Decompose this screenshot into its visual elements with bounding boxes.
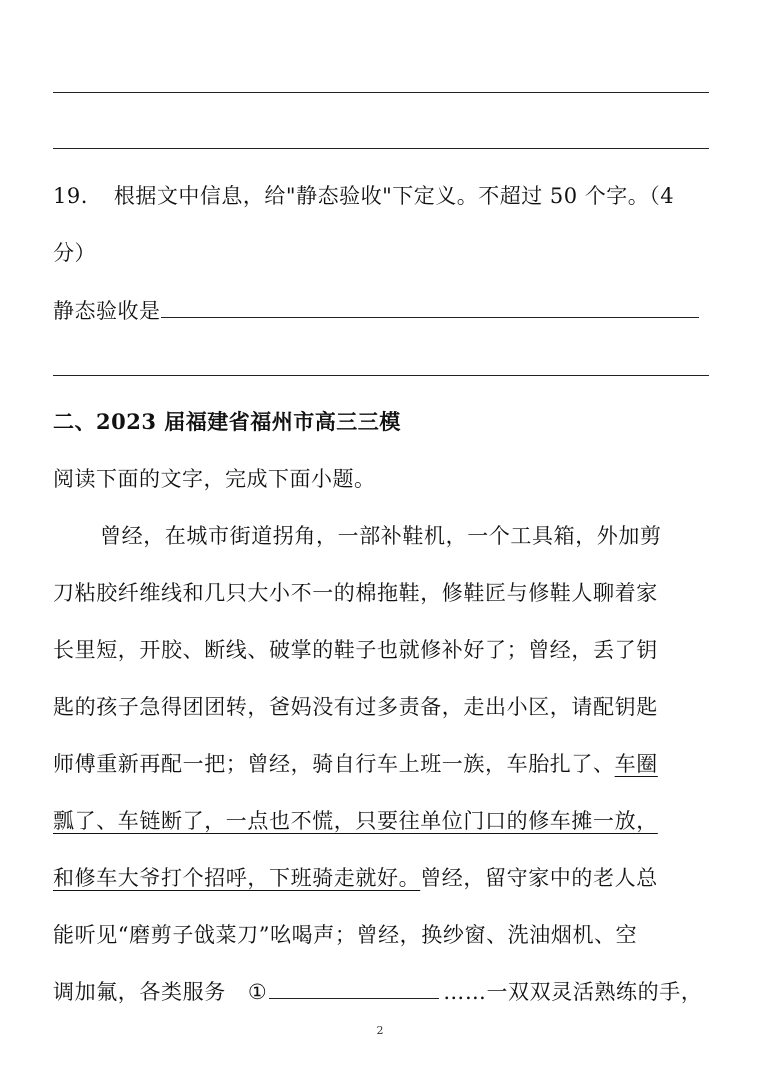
answer-rule (53, 375, 709, 376)
passage-line: 匙的孩子急得团团转，爸妈没有过多责备，走出小区，请配钥匙 (53, 695, 658, 719)
answer-blank[interactable] (161, 297, 699, 318)
passage-text: 调加氟，各类服务 (53, 980, 226, 1004)
passage-text: 师傅重新再配一把；曾经，骑自行车上班一族，车胎扎了、 (53, 752, 615, 776)
reading-instruction: 阅读下面的文字，完成下面小题。 (53, 467, 376, 491)
underlined-text: 和修车大爷打个招呼，下班骑走就好。 (53, 866, 421, 890)
question-19 (53, 184, 674, 208)
fill-in-blank[interactable] (269, 978, 439, 999)
underlined-passage-line: 瓢了、车链断了，一点也不慌，只要往单位门口的修车摊一放， (53, 809, 658, 833)
passage-line: 曾经，在城市街道拐角，一部补鞋机，一个工具箱，外加剪 (100, 524, 662, 548)
answer-prefix: 静态验收是 (53, 299, 161, 323)
passage-line (53, 978, 702, 1006)
passage-line (53, 864, 658, 892)
question-prompt: 根据文中信息，给"静态验收"下定义。不超过 50 个字。（4 (113, 184, 675, 208)
answer-rule (53, 92, 709, 93)
passage-line (53, 750, 658, 778)
passage-line: 长里短，开胶、断线、破掌的鞋子也就修补好了；曾经，丢了钥 (53, 638, 658, 662)
question-prompt-continued: 分） (53, 241, 96, 265)
passage-line: 能听见“磨剪子戗菜刀”吆喝声；曾经，换纱窗、洗油烟机、空 (53, 923, 638, 947)
passage-text: ……一双双灵活熟练的手， (443, 980, 703, 1004)
section-heading: 二、2023 届福建省福州市高三三模 (53, 409, 401, 434)
blank-marker: ① (247, 980, 268, 1004)
passage-line: 刀粘胶纤维线和几只大小不一的棉拖鞋，修鞋匠与修鞋人聊着家 (53, 581, 658, 605)
passage-text: 曾经，留守家中的老人总 (420, 866, 658, 890)
question-number: 19. (53, 184, 88, 208)
underlined-text: 车圈 (614, 752, 658, 776)
page-number: 2 (376, 1024, 384, 1037)
answer-rule (53, 148, 709, 149)
answer-row (53, 297, 699, 323)
